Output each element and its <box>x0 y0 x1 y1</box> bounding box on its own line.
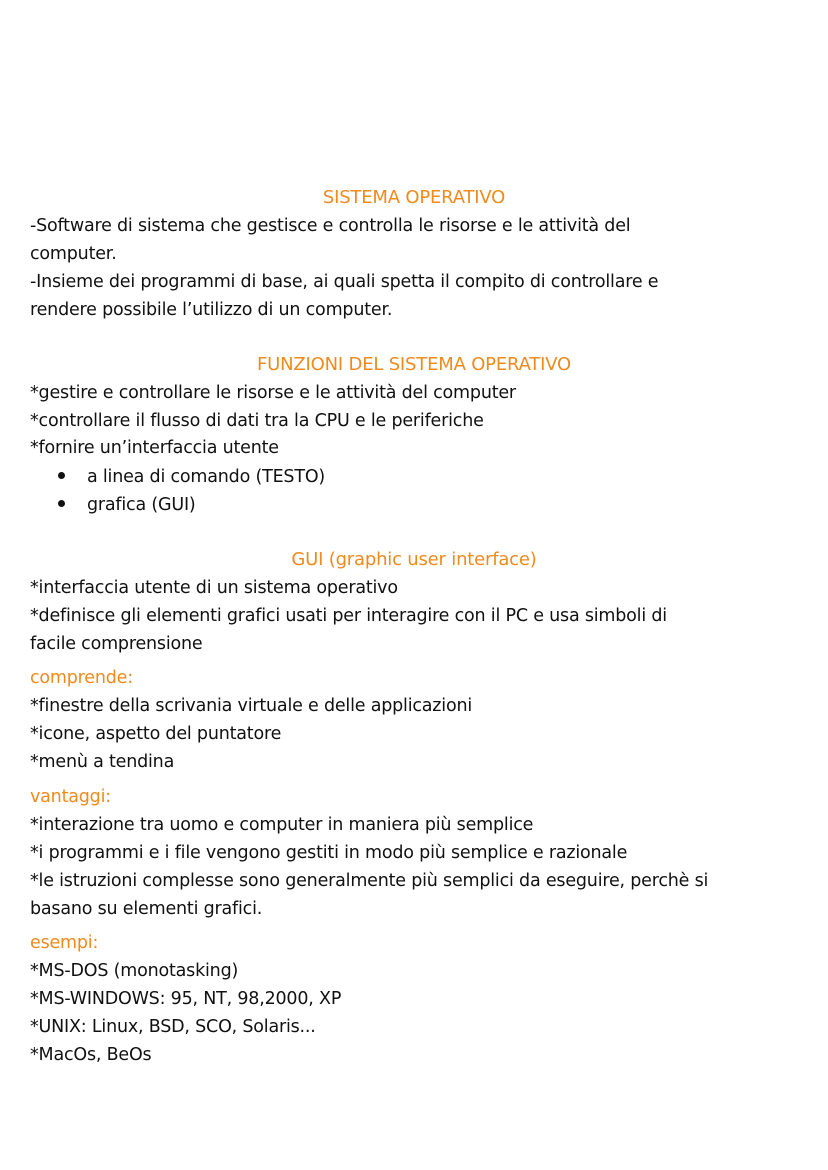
heading-sistema-operativo: SISTEMA OPERATIVO <box>322 187 506 208</box>
definition-line-2: computer. <box>30 244 117 264</box>
bullet-dot-icon <box>58 472 65 479</box>
definition-line-1: -Software di sistema che gestisce e controlla le risorse e le attività del <box>30 216 631 236</box>
esempi-item-2: *MS-WINDOWS: 95, NT, 98,2000, XP <box>30 989 342 1009</box>
gui-line-1: *interfaccia utente di un sistema operativo <box>30 578 398 598</box>
comprende-item-2: *icone, aspetto del puntatore <box>30 724 282 744</box>
heading-funzioni: FUNZIONI DEL SISTEMA OPERATIVO <box>257 354 571 375</box>
heading-gui: GUI (graphic user interface) <box>291 549 537 570</box>
gui-line-2: *definisce gli elementi grafici usati per interagire con il PC e usa simboli di <box>30 606 667 626</box>
esempi-item-4: *MacOs, BeOs <box>30 1045 152 1065</box>
label-esempi: esempi: <box>30 933 99 953</box>
funzione-line-2: *controllare il flusso di dati tra la CPU e le periferiche <box>30 411 484 431</box>
gui-line-3: facile comprensione <box>30 634 203 654</box>
definition-line-4: rendere possibile l’utilizzo di un computer. <box>30 300 393 320</box>
bullet-label: grafica (GUI) <box>87 495 196 515</box>
bullet-dot-icon <box>58 500 65 507</box>
funzione-line-3: *fornire un’interfaccia utente <box>30 438 279 458</box>
label-vantaggi: vantaggi: <box>30 787 111 807</box>
vantaggi-item-2: *i programmi e i file vengono gestiti in modo più semplice e razionale <box>30 843 628 863</box>
bullet-item-testo <box>58 466 325 488</box>
vantaggi-item-1: *interazione tra uomo e computer in maniera più semplice <box>30 815 534 835</box>
bullet-label: a linea di comando (TESTO) <box>87 467 326 487</box>
funzione-line-1: *gestire e controllare le risorse e le attività del computer <box>30 383 516 403</box>
vantaggi-item-4: basano su elementi grafici. <box>30 899 263 919</box>
bullet-item-gui <box>58 494 196 516</box>
comprende-item-3: *menù a tendina <box>30 752 175 772</box>
definition-line-3: -Insieme dei programmi di base, ai quali spetta il compito di controllare e <box>30 272 659 292</box>
comprende-item-1: *finestre della scrivania virtuale e delle applicazioni <box>30 696 473 716</box>
vantaggi-item-3: *le istruzioni complesse sono generalmente più semplici da eseguire, perchè si <box>30 871 709 891</box>
label-comprende: comprende: <box>30 668 133 688</box>
esempi-item-1: *MS-DOS (monotasking) <box>30 961 239 981</box>
esempi-item-3: *UNIX: Linux, BSD, SCO, Solaris... <box>30 1017 316 1037</box>
